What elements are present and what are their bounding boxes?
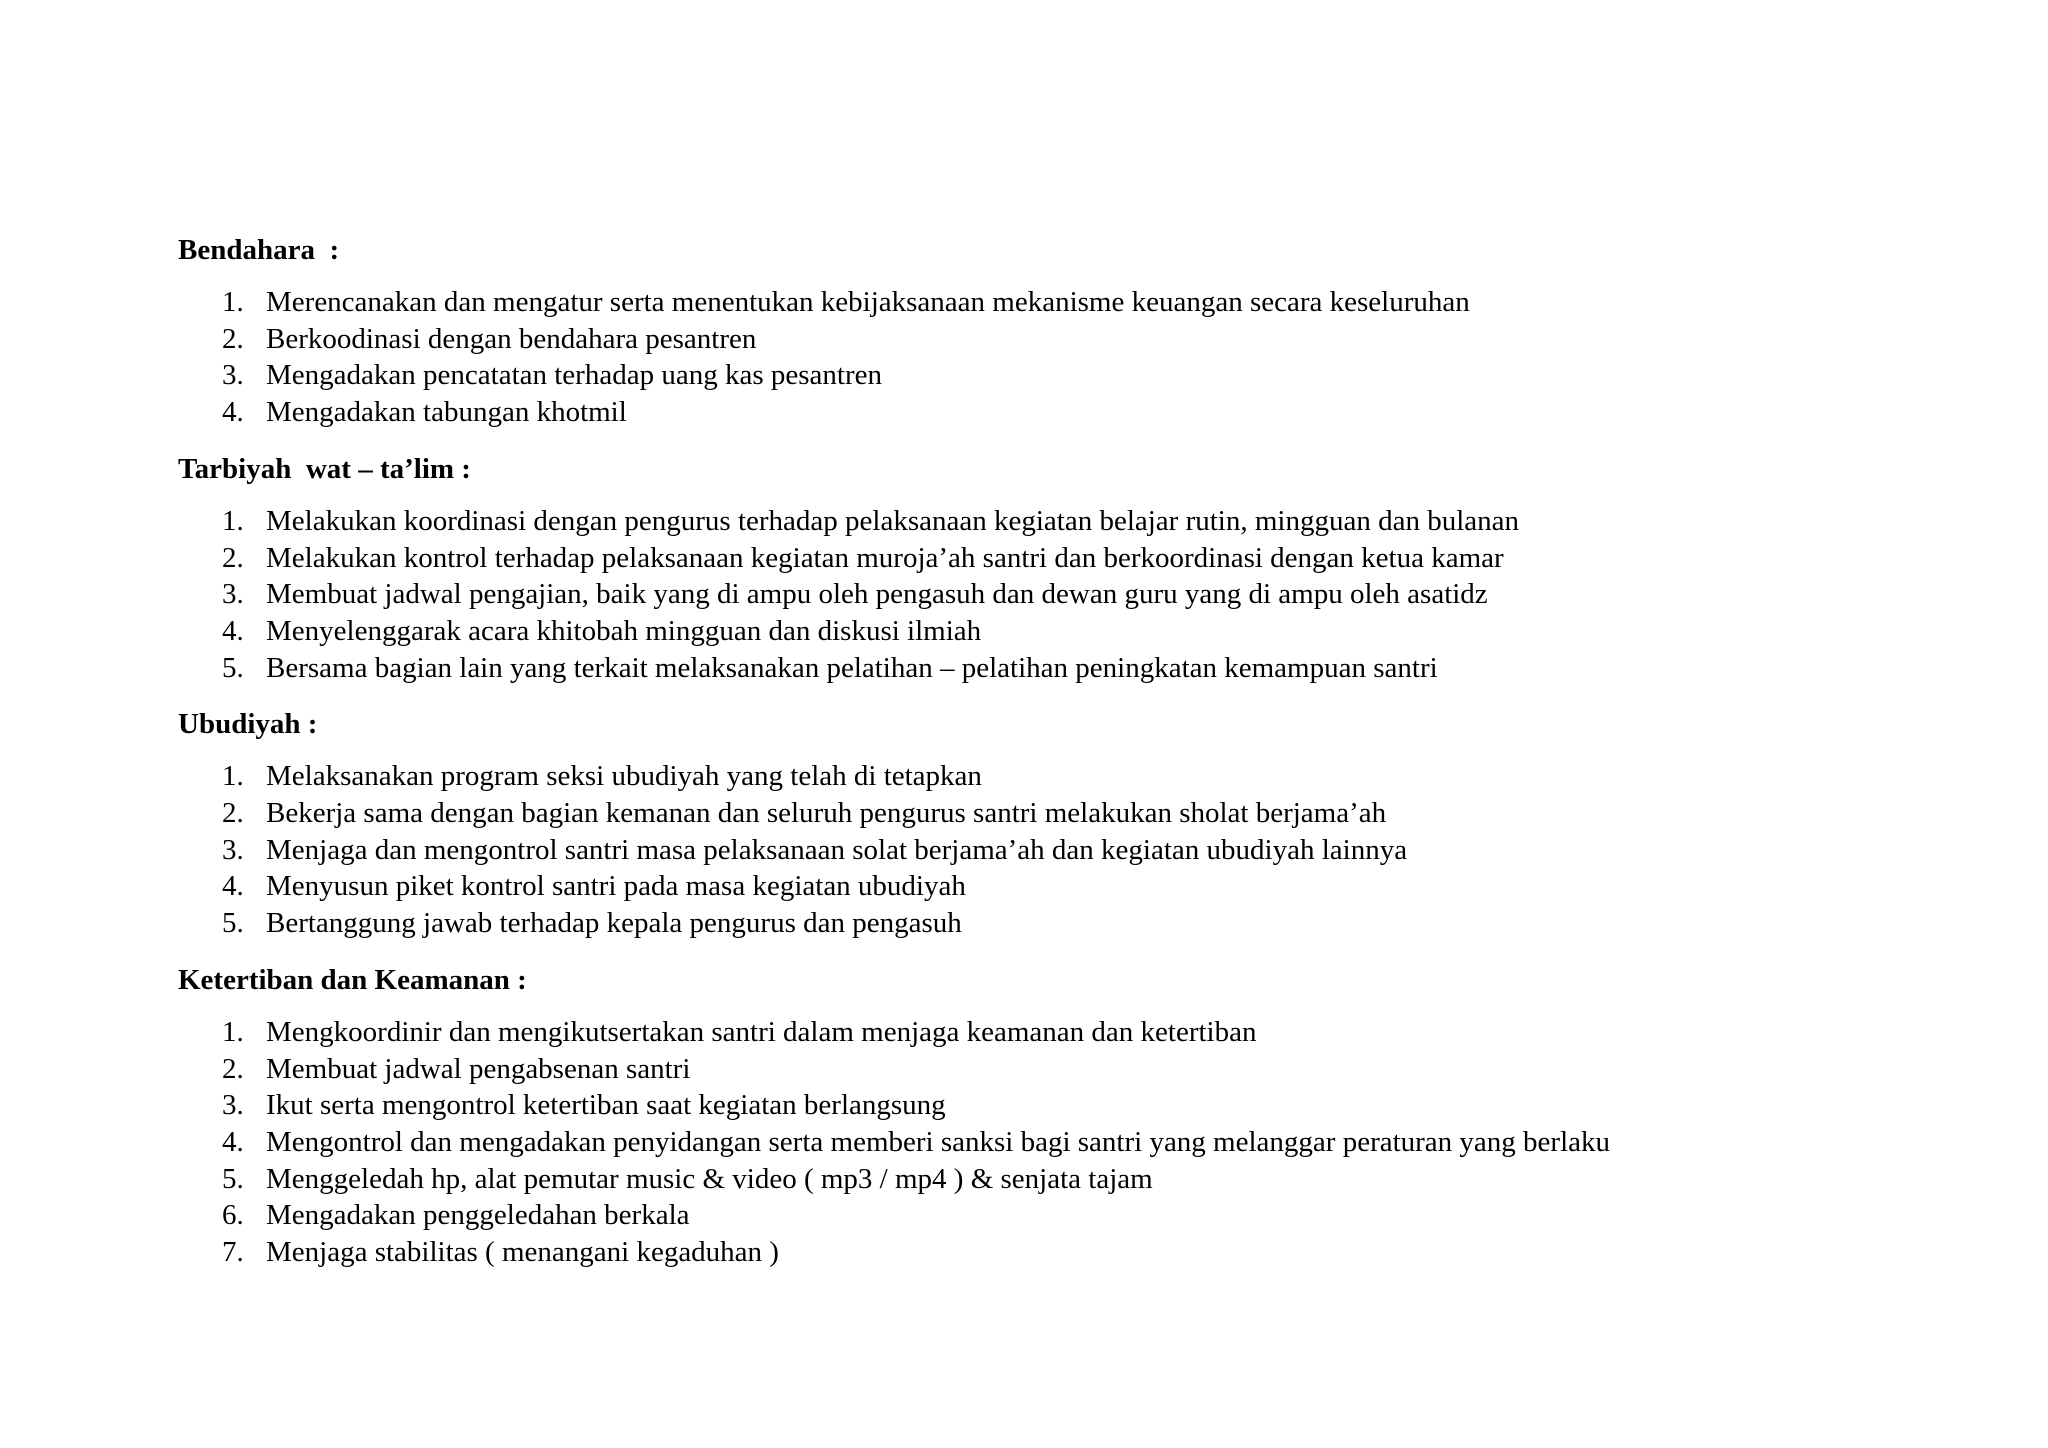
list-item [178,832,1978,869]
list-item [178,394,1978,431]
item-text: Bekerja sama dengan bagian kemanan dan seluruh pengurus santri melakukan sholat berjama’ah [266,797,1387,830]
section-tarbiyah [178,449,1978,687]
item-number: 2. [222,797,244,830]
list-item [178,613,1978,650]
item-number: 3. [222,578,244,611]
item-text: Berkoodinasi dengan bendahara pesantren [266,322,757,355]
item-number: 5. [222,907,244,940]
duty-list [178,758,1978,942]
list-item [178,321,1978,358]
section-heading: Ketertiban dan Keamanan : [178,963,527,996]
list-item [178,795,1978,832]
item-text: Merencanakan dan mengatur serta menentukan kebijaksanaan mekanisme keuangan secara keseluruhan [266,286,1470,318]
list-item [178,1124,1978,1161]
item-text: Melakukan kontrol terhadap pelaksanaan kegiatan muroja’ah santri dan berkoordinasi dengan ketua kamar [266,541,1504,574]
section-heading: Bendahara : [178,234,340,266]
section-ubudiyah [178,704,1978,942]
item-number: 1. [222,504,244,537]
section-bendahara [178,230,1978,431]
list-item [178,650,1978,687]
document-body [178,230,1978,1271]
item-text: Membuat jadwal pengajian, baik yang di ampu oleh pengasuh dan dewan guru yang di ampu oleh asatidz [266,578,1488,611]
duty-list [178,1014,1978,1271]
item-number: 4. [222,1125,244,1158]
item-text: Mengadakan tabungan khotmil [266,396,627,429]
duty-list [178,284,1978,431]
list-item [178,1014,1978,1051]
list-item [178,1161,1978,1198]
list-item [178,1197,1978,1234]
item-text: Bersama bagian lain yang terkait melaksanakan pelatihan – pelatihan peningkatan kemampuan santri [266,651,1438,684]
item-number: 7. [222,1236,244,1269]
item-text: Menyusun piket kontrol santri pada masa kegiatan ubudiyah [266,870,966,903]
item-number: 3. [222,1089,244,1122]
item-text: Menjaga dan mengontrol santri masa pelaksanaan solat berjama’ah dan kegiatan ubudiyah lainnya [266,833,1408,866]
list-item [178,503,1978,540]
item-text: Mengadakan pencatatan terhadap uang kas pesantren [266,359,882,392]
item-text: Mengkoordinir dan mengikutsertakan santri dalam menjaga keamanan dan ketertiban [266,1015,1257,1048]
item-text: Menggeledah hp, alat pemutar music & video ( mp3 / mp4 ) & senjata tajam [266,1162,1153,1195]
item-text: Melakukan koordinasi dengan pengurus terhadap pelaksanaan kegiatan belajar rutin, mingguan dan bulanan [266,504,1520,537]
item-number: 1. [222,286,244,318]
list-item [178,905,1978,942]
item-text: Menjaga stabilitas ( menangani kegaduhan ) [266,1236,779,1269]
item-number: 2. [222,541,244,574]
item-text: Mengadakan penggeledahan berkala [266,1199,690,1232]
item-number: 4. [222,396,244,429]
list-item [178,758,1978,795]
list-item [178,357,1978,394]
section-heading: Tarbiyah wat – ta’lim : [178,452,471,485]
item-number: 3. [222,359,244,392]
item-text: Menyelenggarak acara khitobah mingguan dan diskusi ilmiah [266,614,982,647]
item-number: 5. [222,651,244,684]
section-heading: Ubudiyah : [178,708,318,741]
list-item [178,868,1978,905]
item-number: 1. [222,760,244,793]
item-number: 2. [222,1052,244,1085]
item-text: Bertanggung jawab terhadap kepala pengurus dan pengasuh [266,907,962,940]
duty-list [178,503,1978,687]
section-ketertiban-keamanan [178,960,1978,1271]
item-number: 4. [222,870,244,903]
item-number: 2. [222,322,244,355]
list-item [178,1234,1978,1271]
item-number: 4. [222,614,244,647]
item-text: Ikut serta mengontrol ketertiban saat kegiatan berlangsung [266,1089,946,1122]
list-item [178,1051,1978,1088]
item-number: 3. [222,833,244,866]
item-number: 6. [222,1199,244,1232]
item-number: 5. [222,1162,244,1195]
item-text: Melaksanakan program seksi ubudiyah yang telah di tetapkan [266,760,982,793]
item-text: Membuat jadwal pengabsenan santri [266,1052,691,1085]
list-item [178,1087,1978,1124]
item-text: Mengontrol dan mengadakan penyidangan serta memberi sanksi bagi santri yang melanggar peraturan yang berlaku [266,1125,1611,1158]
list-item [178,284,1978,321]
item-number: 1. [222,1015,244,1048]
list-item [178,540,1978,577]
list-item [178,576,1978,613]
